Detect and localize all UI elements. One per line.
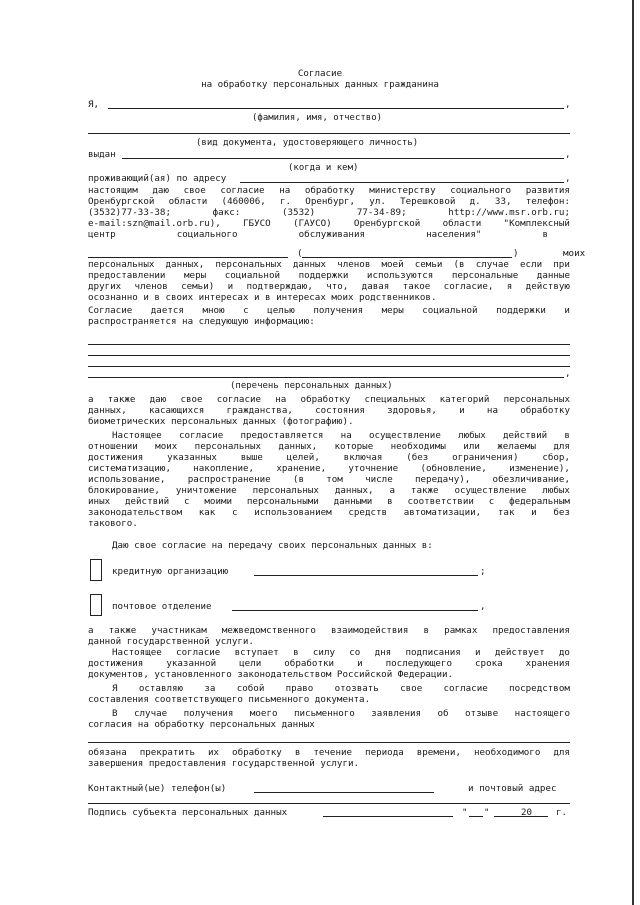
issued-field-line[interactable] xyxy=(122,158,564,159)
p2-line-0: Согласие дается мною с целью получения меры социальной поддержки и xyxy=(88,305,570,316)
p7-line-1: достижения указанной цели обработки и последующего срока хранения xyxy=(88,658,570,669)
year-suffix: г. xyxy=(556,807,568,818)
credit-org-label: кредитную организацию xyxy=(112,566,229,577)
credit-org-field-line[interactable] xyxy=(254,575,478,576)
signature-field-line[interactable] xyxy=(323,816,453,817)
p3-line-0: а также даю свое согласие на обработку специальных категорий персональных xyxy=(88,394,570,405)
fio-field-line[interactable] xyxy=(108,108,564,109)
credit-org-checkbox[interactable] xyxy=(90,559,102,581)
document-field-line[interactable] xyxy=(88,133,570,134)
organization-field-line[interactable] xyxy=(88,742,570,743)
residing-label: проживающий(ая) по адресу xyxy=(88,173,227,184)
p1-line-3: e-mail:szn@mail.orb.ru), ГБУСО (ГАУСО) Оренбургской области "Комплексный xyxy=(88,218,570,229)
p6-line-1: данной государственной услуги. xyxy=(88,636,254,647)
p1-line-1: Оренбургской области (460006, г. Оренбург, ул. Терешковой д. 33, телефон: xyxy=(88,196,570,207)
p1b-line-2: других членов семьи) и подтверждаю, что, давая такое согласие, я действую xyxy=(88,281,570,292)
p6-line-0: а также участникам межведомственного взаимодействия в рамках предоставления xyxy=(88,625,570,636)
p9-line-0: В случае получения моего письменного заявления об отзыве настоящего xyxy=(112,708,570,719)
postal-address-field-line[interactable] xyxy=(88,803,570,804)
signature-label: Подпись субъекта персональных данных xyxy=(88,807,288,818)
p1b-line-1: предоставлении меры социальной поддержки используются персональные данные xyxy=(88,270,570,281)
contact-phone-field-line[interactable] xyxy=(254,792,434,793)
center-name-field-line-2[interactable] xyxy=(302,257,512,258)
p8-line-1: составления соответствующего письменного документа. xyxy=(88,694,371,705)
p3-line-1: данных, касающихся гражданства, состояния здоровья, и на обработку xyxy=(88,405,570,416)
scan-edge xyxy=(632,0,634,905)
p10-line-0: обязана прекратить их обработку в течение периода времени, необходимого для xyxy=(88,747,570,758)
p4-line-7: законодательством как с использованием средств автоматизации, так и без xyxy=(88,507,570,518)
p4-line-0: Настоящее согласие предоставляется на осуществление любых действий в xyxy=(112,430,570,441)
p4-line-5: блокирование, уничтожение персональных данных, а также осуществление любых xyxy=(88,485,570,496)
consent-form-page: Согласие на обработку персональных данных гражданина Я, , (фамилия, имя, отчество) (вид документа, удостоверяющего личность) выдан , (когда и кем) проживающий(ая) по адресу , настоящим даю свое согласие на обработку министерству социального развития Оренбургской области (460006, г. Оренбург, ул. Терешковой д. 33, телефон: (3532)77-33-38; факс: (3532) 77-34-89; http://www.msr.orb.ru; e-mail:szn@mail.orb.ru), ГБУСО (ГАУСО) Оренбургской области "Комплексный центр социального обслуживания населения" в ( ) моих персональных данных, персональных данных членов моей семьи (в случае если при предоставлении меры социальной поддержки используются персональные данные других членов семьи) и подтверждаю, что, давая такое согласие, я действую осознанно и в своих интересах и в интересах моих родственников. Согласие дается мною с целью получения меры социальной поддержки и распространяется на следующую информацию: , (перечень персональных данных) а также даю свое согласие на обработку специальных категорий персональных данных, касающихся гражданства, состояния здоровья, и на обработку биометрических персональных данных (фотографию). Настоящее согласие предоставляется на осуществление любых действий в отношении моих персональных данных, которые необходимы или желаемы для достижения указанных выше целей, включая (без ограничения) сбор, систематизацию, накопление, хранение, уточнение (обновление, изменение), использование, распространение (в том числе передачу), обезличивание, блокирование, уничтожение персональных данных, а также осуществление любых иных действий с моими персональными данными в соответствии с федеральным законодательством как с использованием средств автоматизации, так и без такового. Даю свое согласие на передачу своих персональных данных в: кредитную организацию ; почтовое отделение , а также участникам межведомственного взаимодействия в рамках предоставления данной государственной услуги. Настоящее согласие вступает в силу со дня подписания и действует до достижения указанной цели обработки и последующего срока хранения документов, установленного законодательством Российской Федерации. Я оставляю за собой право отозвать свое согласие посредством составления соответствующего письменного документа. В случае получения моего письменного заявления об отзыве настоящего согласия на обработку персональных данных обязана прекратить их обработку в течение периода времени, необходимого для завершения предоставления государственной услуги. Контактный(ые) телефон(ы) и почтовый адрес Подпись субъекта персональных данных " " 20 г. xyxy=(0,0,640,905)
p4-line-8: такового. xyxy=(88,518,138,529)
issued-label: выдан xyxy=(88,149,116,160)
p2-line-1: распространяется на следующую информацию: xyxy=(88,316,315,327)
post-office-label: почтовое отделение xyxy=(112,601,212,612)
p1b-line-0: персональных данных, персональных данных членов моей семьи (в случае если при xyxy=(88,259,570,270)
p1b-line-3: осознанно и в своих интересах и в интересах моих родственников. xyxy=(88,292,437,303)
p7-line-0: Настоящее согласие вступает в силу со дня подписания и действует до xyxy=(112,647,570,658)
my-word: моих xyxy=(563,248,586,259)
info-line-1[interactable] xyxy=(88,344,570,345)
contact-phone-label: Контактный(ые) телефон(ы) xyxy=(88,783,227,794)
caption-document: (вид документа, удостоверяющего личность) xyxy=(196,138,419,148)
postal-address-label: и почтовый адрес xyxy=(468,783,557,794)
caption-fio: (фамилия, имя, отчество) xyxy=(252,113,383,123)
form-subtitle: на обработку персональных данных гражданина xyxy=(201,79,439,90)
caption-list: (перечень персональных данных) xyxy=(230,381,393,391)
p1-line-2: (3532)77-33-38; факс: (3532) 77-34-89; http://www.msr.orb.ru; xyxy=(88,207,570,218)
paragraph-transfer: Даю свое согласие на передачу своих персональных данных в: xyxy=(112,540,433,551)
caption-when: (когда и кем) xyxy=(288,163,359,173)
address-field-line[interactable] xyxy=(240,182,564,183)
p3-line-2: биометрических персональных данных (фотографию). xyxy=(88,416,354,427)
p1-line-4: центр социального обслуживания населения" в xyxy=(88,229,548,240)
p7-line-2: документов, установленного законодательством Российской Федерации. xyxy=(88,669,454,680)
info-line-2[interactable] xyxy=(88,355,570,356)
p1-line-0: настоящим даю свое согласие на обработку министерству социального развития xyxy=(88,185,570,196)
form-title: Согласие xyxy=(297,68,343,79)
date-year-field[interactable] xyxy=(534,816,548,817)
info-line-3[interactable] xyxy=(88,366,570,367)
p4-line-3: систематизацию, накопление, хранение, уточнение (обновление, изменение), xyxy=(88,463,570,474)
center-name-field-line[interactable] xyxy=(88,257,288,258)
p4-line-6: иных действий с моими персональными данными в соответствии с федеральным xyxy=(88,496,570,507)
p8-line-0: Я оставляю за собой право отозвать свое согласие посредством xyxy=(112,683,570,694)
post-office-checkbox[interactable] xyxy=(90,594,102,616)
post-office-field-line[interactable] xyxy=(232,610,478,611)
info-line-4[interactable] xyxy=(88,377,564,378)
p10-line-1: завершения предоставления государственной услуги. xyxy=(88,758,360,769)
p4-line-2: достижения указанных выше целей, включая (без ограничения) сбор, xyxy=(88,452,570,463)
p4-line-1: отношении моих персональных данных, которые необходимы или желаемы для xyxy=(88,441,570,452)
date-day-field[interactable] xyxy=(469,816,483,817)
i-label: Я, xyxy=(88,99,100,110)
p9-line-1: согласия на обработку персональных данных xyxy=(88,719,315,730)
p4-line-4: использование, распространение (в том числе передачу), обезличивание, xyxy=(88,474,570,485)
year-prefix: 20 xyxy=(521,807,533,818)
